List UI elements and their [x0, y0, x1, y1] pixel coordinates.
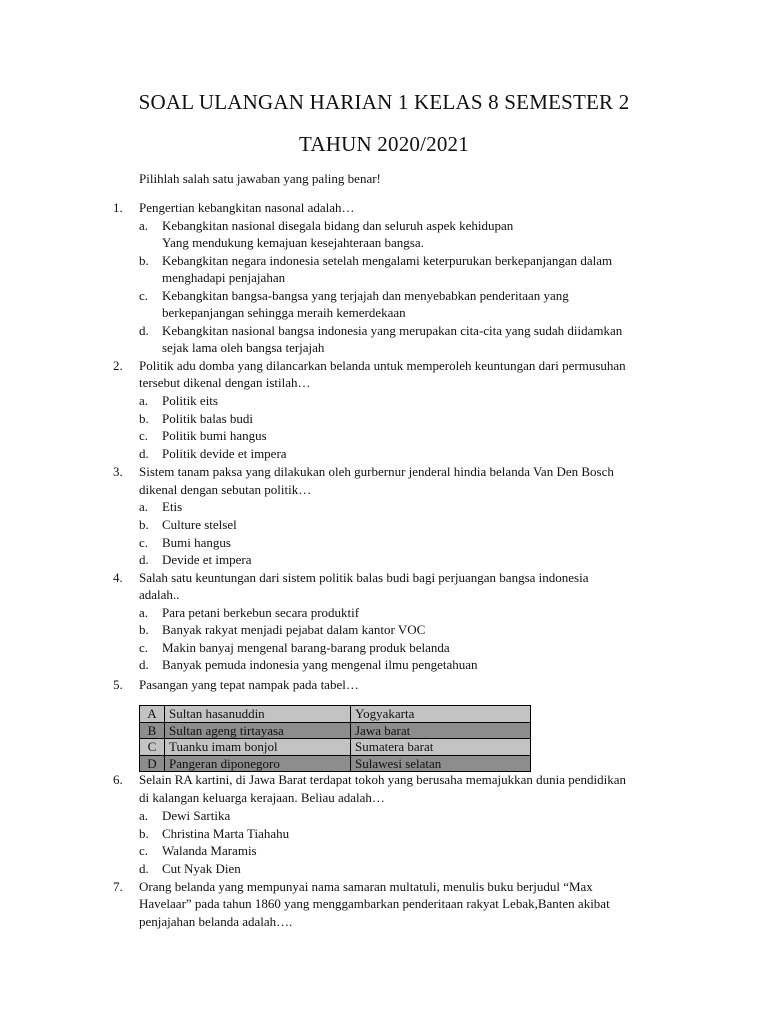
table-row [140, 722, 531, 739]
option-letter: d. [139, 861, 149, 876]
option-letter: b. [139, 411, 149, 426]
option-letter: d. [139, 552, 149, 567]
question-text: Salah satu keuntungan dari sistem politik balas budi bagi perjuangan bangsa indonesia [139, 570, 589, 585]
option-text: Kebangkitan nasional bangsa indonesia yang merupakan cita-cita yang sudah diidamkan [162, 323, 623, 338]
table-cell-region: Sulawesi selatan [351, 755, 531, 772]
question-text: Havelaar” pada tahun 1860 yang menggambarkan penderitaan rakyat Lebak,Banten akibat [139, 896, 610, 911]
page-title: SOAL ULANGAN HARIAN 1 KELAS 8 SEMESTER 2 [138, 90, 630, 114]
option-text: Para petani berkebun secara produktif [162, 605, 360, 620]
question-number: 5. [113, 677, 123, 692]
question-number: 1. [113, 200, 123, 215]
table-row [140, 706, 531, 723]
question-text: Pengertian kebangkitan nasonal adalah… [139, 200, 355, 215]
option-text: Bumi hangus [162, 535, 231, 550]
table-row [140, 739, 531, 756]
question-text: penjajahan belanda adalah…. [139, 914, 293, 929]
option-letter: c. [139, 428, 149, 443]
question-number: 6. [113, 772, 123, 787]
option-text: Kebangkitan nasional disegala bidang dan seluruh aspek kehidupan [162, 218, 514, 233]
option-text: Banyak rakyat menjadi pejabat dalam kantor VOC [162, 622, 426, 637]
option-text: Kebangkitan bangsa-bangsa yang terjajah dan menyebabkan penderitaan yang [162, 288, 569, 303]
table-cell-figure: Tuanku imam bonjol [165, 739, 351, 756]
option-letter: b. [139, 826, 149, 841]
option-letter: d. [139, 657, 149, 672]
option-text: Politik bumi hangus [162, 428, 267, 443]
question-number: 7. [113, 879, 123, 894]
option-text: Banyak pemuda indonesia yang mengenal ilmu pengetahuan [162, 657, 478, 672]
question-text: adalah.. [139, 587, 180, 602]
question-text: tersebut dikenal dengan istilah… [139, 375, 311, 390]
option-text: Cut Nyak Dien [162, 861, 241, 876]
option-letter: c. [139, 843, 149, 858]
option-text: sejak lama oleh bangsa terjajah [162, 340, 325, 355]
table-cell-letter: C [140, 739, 165, 756]
option-text: Politik eits [162, 393, 218, 408]
table-cell-letter: B [140, 722, 165, 739]
option-text: Politik balas budi [162, 411, 253, 426]
table-cell-region: Sumatera barat [351, 739, 531, 756]
option-letter: c. [139, 288, 149, 303]
option-letter: a. [139, 605, 149, 620]
question-text: Sistem tanam paksa yang dilakukan oleh gurbernur jenderal hindia belanda Van Den Bosch [139, 464, 614, 479]
option-text: Kebangkitan negara indonesia setelah mengalami keterpurukan berkepanjangan dalam [162, 253, 613, 268]
table-cell-letter: A [140, 706, 165, 723]
table-cell-region: Yogyakarta [351, 706, 531, 723]
question-text: dikenal dengan sebutan politik… [139, 482, 312, 497]
option-letter: a. [139, 393, 149, 408]
table-row [140, 755, 531, 772]
option-text: Etis [162, 499, 183, 514]
question-text: Orang belanda yang mempunyai nama samaran multatuli, menulis buku berjudul “Max [139, 879, 593, 894]
option-text: Dewi Sartika [162, 808, 231, 823]
table-cell-letter: D [140, 755, 165, 772]
option-text: Politik devide et impera [162, 446, 287, 461]
option-letter: d. [139, 446, 149, 461]
option-letter: c. [139, 640, 149, 655]
option-text: berkepanjangan sehingga meraih kemerdekaan [162, 305, 406, 320]
option-text: Devide et impera [162, 552, 252, 567]
question-number: 4. [113, 570, 123, 585]
option-text: Christina Marta Tiahahu [162, 826, 290, 841]
question-number: 2. [113, 358, 123, 373]
option-text: menghadapi penjajahan [162, 270, 286, 285]
option-text: Yang mendukung kemajuan kesejahteraan bangsa. [162, 235, 424, 250]
question-text: di kalangan keluarga kerajaan. Beliau adalah… [139, 790, 385, 805]
option-letter: b. [139, 622, 149, 637]
question-number: 3. [113, 464, 123, 479]
question-text: Pasangan yang tepat nampak pada tabel… [139, 677, 359, 692]
question-text: Politik adu domba yang dilancarkan belanda untuk memperoleh keuntungan dari permusuhan [139, 358, 626, 373]
option-letter: d. [139, 323, 149, 338]
instruction-text: Pilihlah salah satu jawaban yang paling benar! [139, 171, 381, 186]
option-letter: a. [139, 808, 149, 823]
table-cell-figure: Pangeran diponegoro [165, 755, 351, 772]
option-text: Makin banyaj mengenal barang-barang produk belanda [162, 640, 450, 655]
option-letter: a. [139, 218, 149, 233]
option-letter: c. [139, 535, 149, 550]
option-letter: b. [139, 517, 149, 532]
page-subtitle-year: TAHUN 2020/2021 [299, 132, 469, 156]
table-cell-figure: Sultan ageng tirtayasa [165, 722, 351, 739]
option-letter: a. [139, 499, 149, 514]
table-cell-figure: Sultan hasanuddin [165, 706, 351, 723]
table-cell-region: Jawa barat [351, 722, 531, 739]
pairs-table [139, 705, 531, 772]
option-text: Walanda Maramis [162, 843, 257, 858]
option-letter: b. [139, 253, 149, 268]
option-text: Culture stelsel [162, 517, 237, 532]
question-text: Selain RA kartini, di Jawa Barat terdapat tokoh yang berusaha memajukkan dunia pendidikan [139, 772, 627, 787]
